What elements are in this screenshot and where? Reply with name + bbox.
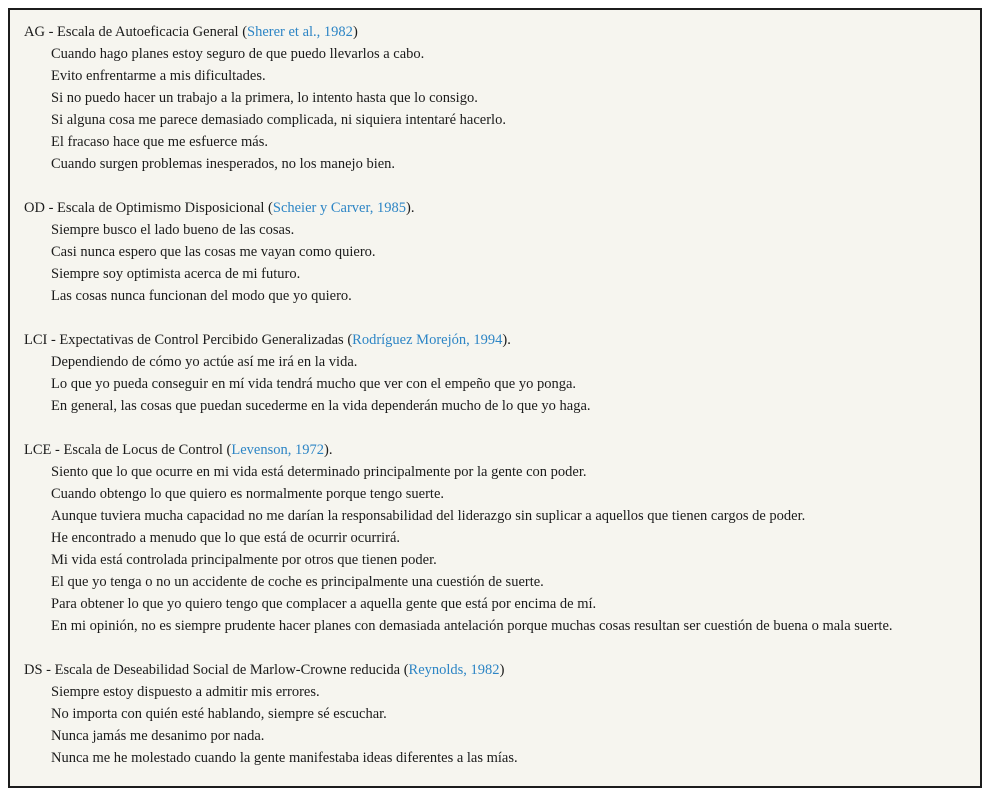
scale-heading-close: ) xyxy=(352,24,358,40)
scale-item: Siempre estoy dispuesto a admitir mis errores. xyxy=(51,684,320,700)
scale-item: Para obtener lo que yo quiero tengo que complacer a aquella gente que está por encima de mí. xyxy=(51,596,597,612)
scale-item: Las cosas nunca funcionan del modo que yo quiero. xyxy=(51,288,352,304)
scale-heading xyxy=(24,439,962,461)
scale-section-ds xyxy=(24,659,962,769)
scale-heading xyxy=(24,21,962,43)
scale-item: El que yo tenga o no un accidente de coche es principalmente una cuestión de suerte. xyxy=(51,574,544,590)
scale-item: Lo que yo pueda conseguir en mí vida tendrá mucho que ver con el empeño que yo ponga. xyxy=(51,376,577,392)
scale-item: En mi opinión, no es siempre prudente hacer planes con demasiada antelación porque muchas cosas resultan ser cuestión de buena o mala suerte. xyxy=(51,618,893,634)
scale-section-lce xyxy=(24,439,962,637)
scale-item: Cuando surgen problemas inesperados, no los manejo bien. xyxy=(51,156,396,172)
scale-heading-close: ). xyxy=(502,332,511,348)
citation-link[interactable]: Rodríguez Morejón, 1994 xyxy=(352,332,503,348)
scale-item: Dependiendo de cómo yo actúe así me irá en la vida. xyxy=(51,354,358,370)
scale-item: Nunca jamás me desanimo por nada. xyxy=(51,728,265,744)
scale-item: En general, las cosas que puedan sucederme en la vida dependerán mucho de lo que yo haga. xyxy=(51,398,591,414)
scale-item: Casi nunca espero que las cosas me vayan como quiero. xyxy=(51,244,376,260)
citation-link[interactable]: Sherer et al., 1982 xyxy=(247,24,353,40)
scale-section-lci xyxy=(24,329,962,417)
scale-heading-text: OD - Escala de Optimismo Disposicional ( xyxy=(24,200,273,216)
scale-heading xyxy=(24,197,962,219)
scale-item: Evito enfrentarme a mis dificultades. xyxy=(51,68,266,84)
citation-link[interactable]: Scheier y Carver, 1985 xyxy=(272,200,406,216)
scale-heading xyxy=(24,659,962,681)
scale-item: No importa con quién esté hablando, siempre sé escuchar. xyxy=(51,706,387,722)
scale-item: Mi vida está controlada principalmente por otros que tienen poder. xyxy=(51,552,437,568)
scale-heading-close: ) xyxy=(499,662,505,678)
scale-section-ag xyxy=(24,21,962,175)
scales-document xyxy=(8,8,982,788)
citation-link[interactable]: Reynolds, 1982 xyxy=(408,662,500,678)
scale-heading-text: DS - Escala de Deseabilidad Social de Marlow-Crowne reducida ( xyxy=(24,662,409,678)
scale-item: Siempre busco el lado bueno de las cosas. xyxy=(51,222,295,238)
scale-item: Cuando hago planes estoy seguro de que puedo llevarlos a cabo. xyxy=(51,46,425,62)
scale-item: Siento que lo que ocurre en mi vida está determinado principalmente por la gente con poder. xyxy=(51,464,587,480)
scale-heading-close: ). xyxy=(324,442,333,458)
scale-item: Aunque tuviera mucha capacidad no me darían la responsabilidad del liderazgo sin suplicar a aquellos que tienen cargos de poder. xyxy=(51,508,806,524)
scale-heading-close: ). xyxy=(405,200,415,216)
scale-heading-text: LCI - Expectativas de Control Percibido Generalizadas ( xyxy=(24,332,353,348)
scale-item: He encontrado a menudo que lo que está de ocurrir ocurrirá. xyxy=(51,530,401,546)
scale-item: Si alguna cosa me parece demasiado complicada, ni siquiera intentaré hacerlo. xyxy=(51,112,506,128)
scale-section-od xyxy=(24,197,962,307)
scale-heading xyxy=(24,329,962,351)
scale-item: Cuando obtengo lo que quiero es normalmente porque tengo suerte. xyxy=(51,486,445,502)
scale-item: Siempre soy optimista acerca de mi futuro. xyxy=(51,266,301,282)
citation-link[interactable]: Levenson, 1972 xyxy=(231,442,324,458)
scale-item: Nunca me he molestado cuando la gente manifestaba ideas diferentes a las mías. xyxy=(51,750,518,766)
scale-heading-text: LCE - Escala de Locus de Control ( xyxy=(24,442,232,458)
scale-item: El fracaso hace que me esfuerce más. xyxy=(51,134,268,150)
scale-heading-text: AG - Escala de Autoeficacia General ( xyxy=(24,24,248,40)
scale-item: Si no puedo hacer un trabajo a la primera, lo intento hasta que lo consigo. xyxy=(51,90,478,106)
